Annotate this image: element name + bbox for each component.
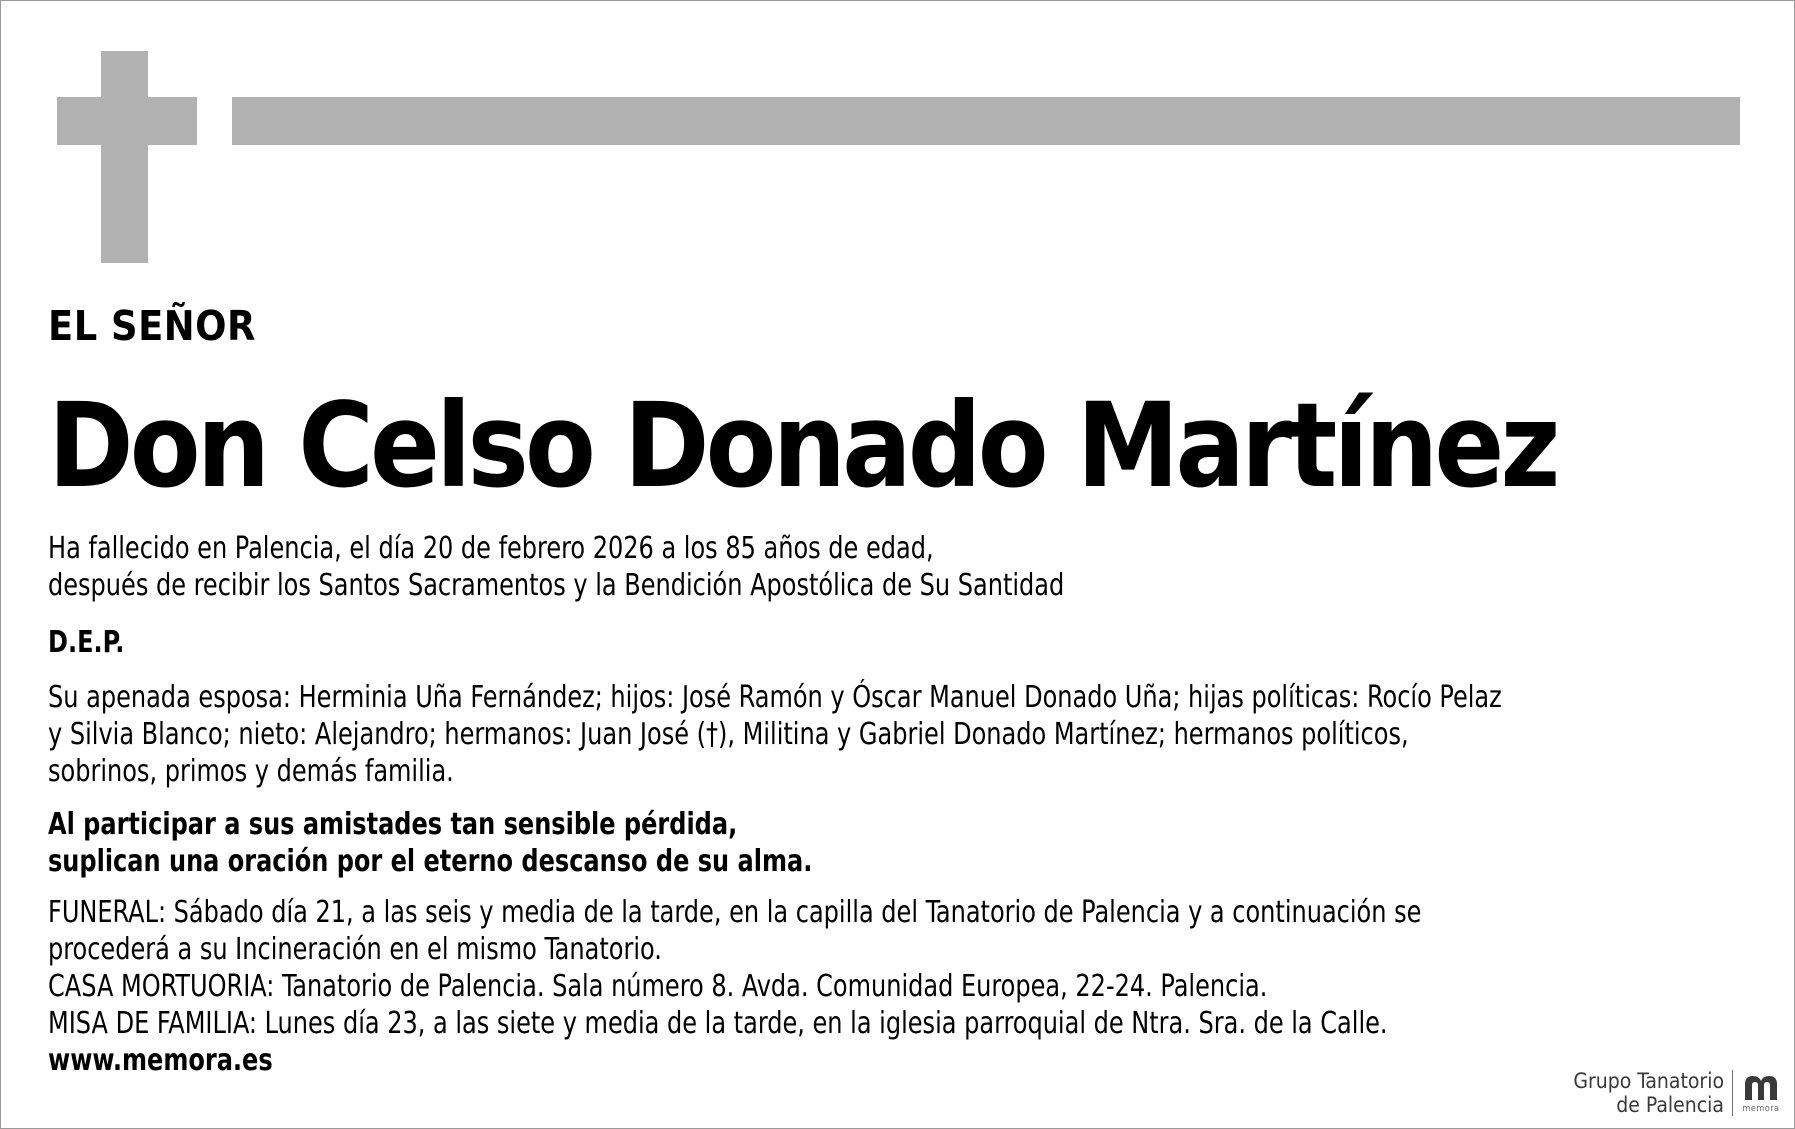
family-list (48, 679, 1502, 790)
thanks-line: suplican una oración por el eterno descanso de su alma. (48, 844, 813, 879)
thanks-message (48, 806, 812, 880)
header-bar (232, 97, 1740, 145)
family-line: y Silvia Blanco; nieto: Alejandro; hermanos: Juan José (†), Militina y Gabriel Donado Martínez; hermanos políticos, (48, 717, 1409, 752)
logo-divider (1732, 1070, 1733, 1116)
details-line: FUNERAL: Sábado día 21, a las seis y media de la tarde, en la capilla del Tanatorio de Palencia y a continuación se (48, 895, 1422, 930)
honorific: EL SEÑOR (48, 302, 256, 350)
death-notice-line: Ha fallecido en Palencia, el día 20 de febrero 2026 a los 85 años de edad, (48, 531, 934, 566)
deceased-name: Don Celso Donado Martínez (48, 377, 1557, 514)
family-line: Su apenada esposa: Herminia Uña Fernández; hijos: José Ramón y Óscar Manuel Donado Uña; hijas políticas: Rocío Pelaz (48, 680, 1502, 715)
details-line: procederá a su Incineración en el mismo Tanatorio. (48, 932, 662, 967)
logo-brand-small: memora (1742, 1104, 1780, 1114)
family-line: sobrinos, primos y demás familia. (48, 754, 454, 789)
logo-text (1573, 1069, 1724, 1117)
dep-label: D.E.P. (48, 625, 125, 660)
memora-logo-icon (1741, 1072, 1781, 1114)
logo-line-2: de Palencia (1616, 1093, 1724, 1117)
death-notice-line: después de recibir los Santos Sacramentos y la Bendición Apostólica de Su Santidad (48, 568, 1065, 603)
service-details (48, 894, 1421, 1079)
memora-m-icon (1741, 1072, 1781, 1102)
funeral-home-logo (1573, 1069, 1781, 1117)
logo-line-1: Grupo Tanatorio (1573, 1069, 1724, 1093)
details-line: CASA MORTUORIA: Tanatorio de Palencia. Sala número 8. Avda. Comunidad Europea, 22-24. Palencia. (48, 969, 1268, 1004)
latin-cross-arm (57, 97, 197, 145)
latin-cross-icon (101, 51, 148, 263)
details-line: MISA DE FAMILIA: Lunes día 23, a las siete y media de la tarde, en la iglesia parroquial de Ntra. Sra. de la Calle. (48, 1006, 1388, 1041)
website-link[interactable]: www.memora.es (48, 1043, 273, 1078)
thanks-line: Al participar a sus amistades tan sensible pérdida, (48, 807, 738, 842)
death-notice (48, 530, 1064, 604)
